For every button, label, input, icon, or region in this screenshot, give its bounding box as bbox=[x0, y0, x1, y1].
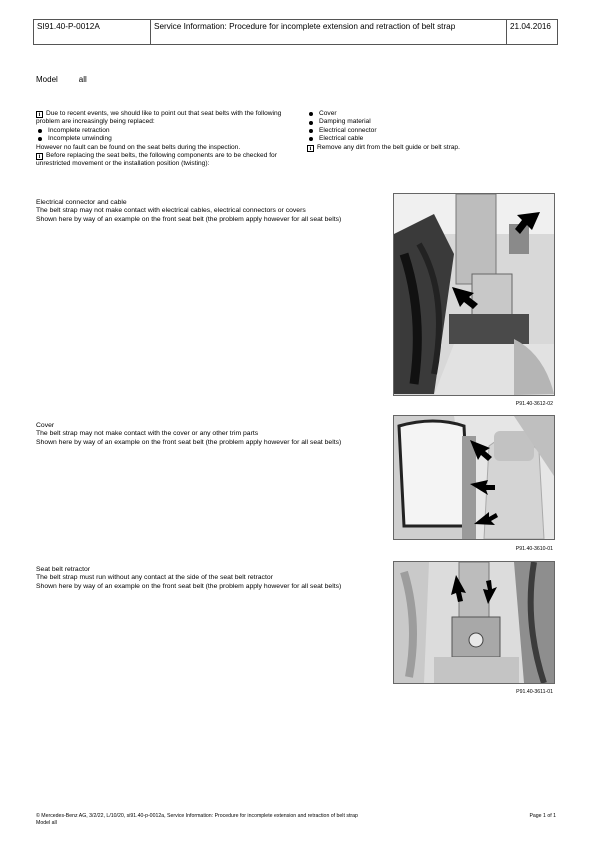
list-item: Cover bbox=[307, 110, 557, 118]
model-label: Model bbox=[36, 75, 58, 84]
caption-retractor: P91.40-3611-01 bbox=[516, 689, 553, 695]
section-electrical bbox=[36, 199, 366, 224]
doc-date: 21.04.2016 bbox=[510, 22, 551, 31]
doc-id: SI91.40-P-0012A bbox=[34, 20, 151, 44]
section-title: Cover bbox=[36, 422, 55, 429]
list-item: Incomplete retraction bbox=[36, 127, 291, 135]
footer bbox=[36, 813, 556, 826]
caption-cover: P91.40-3610-01 bbox=[515, 546, 553, 552]
bullet-icon bbox=[38, 129, 42, 133]
bullet-icon bbox=[309, 129, 313, 133]
section-title: Electrical connector and cable bbox=[36, 199, 127, 206]
intro-note1: Due to recent events, we should like to point out that seat belts with the following problem are increasingly being replaced: bbox=[36, 110, 282, 126]
footer-model: Model all bbox=[36, 819, 57, 826]
section-line: The belt strap must run without any contact at the side of the seat belt retractor bbox=[36, 574, 273, 582]
page-number: Page 1 of 1 bbox=[529, 813, 556, 819]
photo-electrical bbox=[393, 193, 555, 396]
section-retractor bbox=[36, 566, 366, 591]
caption-electrical: P91.40-3612-02 bbox=[515, 401, 553, 407]
section-line: Shown here by way of an example on the front seat belt (the problem apply however for all seat belts) bbox=[36, 215, 342, 223]
model-value: all bbox=[78, 75, 87, 84]
info-icon: i bbox=[36, 153, 43, 160]
intro-note2: Before replacing the seat belts, the following components are to be checked for unrestricted movement or the installation position (twisting): bbox=[36, 152, 277, 168]
bullet-icon bbox=[309, 112, 313, 116]
section-cover bbox=[36, 422, 366, 447]
model-line bbox=[36, 75, 87, 84]
intro-right bbox=[307, 110, 557, 152]
bullet-icon bbox=[309, 137, 313, 141]
list-item: Damping material bbox=[307, 118, 557, 126]
list-item: Electrical connector bbox=[307, 127, 557, 135]
bullet-icon bbox=[309, 121, 313, 125]
bullet-icon bbox=[38, 137, 42, 141]
section-line: The belt strap may not make contact with the cover or any other trim parts bbox=[36, 430, 259, 438]
list-item: Electrical cable bbox=[307, 135, 557, 143]
list-item: Incomplete unwinding bbox=[36, 135, 291, 143]
photo-cover bbox=[393, 415, 555, 540]
info-icon: i bbox=[36, 111, 43, 118]
photo-retractor bbox=[393, 561, 555, 684]
info-icon: i bbox=[307, 145, 314, 152]
section-title: Seat belt retractor bbox=[36, 566, 91, 573]
section-line: Shown here by way of an example on the front seat belt (the problem apply however for all seat belts) bbox=[36, 582, 342, 590]
doc-title: Service Information: Procedure for incomplete extension and retraction of belt strap bbox=[151, 20, 507, 44]
header-table bbox=[33, 19, 558, 45]
intro-note3: Remove any dirt from the belt guide or belt strap. bbox=[317, 143, 460, 151]
intro-left bbox=[36, 110, 291, 169]
footer-copyright: © Mercedes-Benz AG, 3/2/22, L/10/20, si91.40-p-0012a, Service Information: Procedure for incomplete extension and retraction of belt strap bbox=[36, 813, 358, 819]
section-line: The belt strap may not make contact with electrical cables, electrical connectors or covers bbox=[36, 207, 306, 215]
intro-line: However no fault can be found on the seat belts during the inspection. bbox=[36, 143, 241, 151]
section-line: Shown here by way of an example on the front seat belt (the problem apply however for all seat belts) bbox=[36, 438, 342, 446]
